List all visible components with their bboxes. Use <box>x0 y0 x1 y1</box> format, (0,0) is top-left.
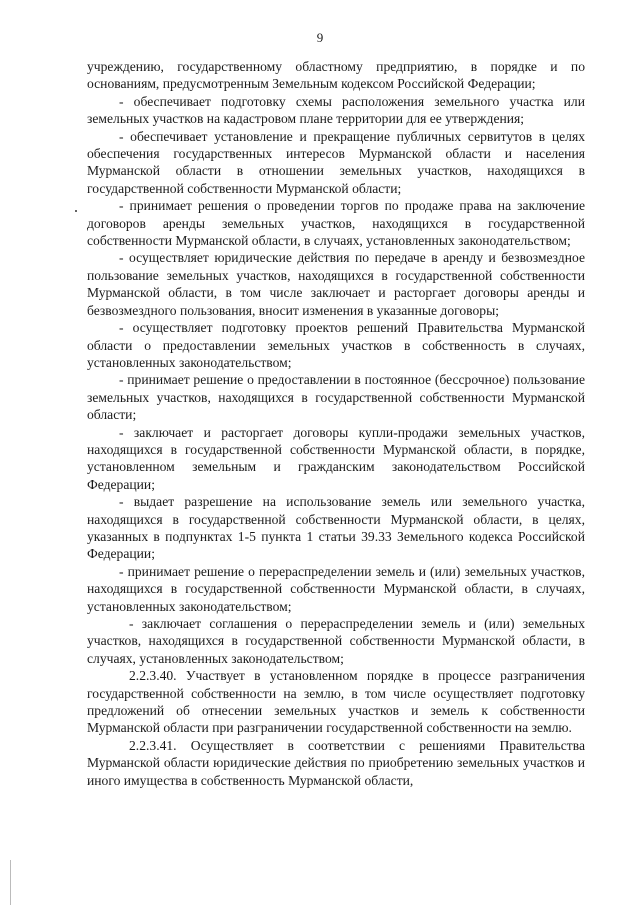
document-body <box>87 58 585 789</box>
paragraph: - обеспечивает подготовку схемы расположения земельного участка или земельных участков на кадастровом плане территории для ее утверждения; <box>87 93 585 127</box>
paragraph: - обеспечивает установление и прекращение публичных сервитутов в целях обеспечения государственных интересов Мурманской области и населения Мурманской области в отношении земельных участков, находящихся в государственной собственности Мурманской области; <box>87 128 585 196</box>
paragraph: - заключает соглашения о перераспределении земель и (или) земельных участков, находящихся в государственной собственности Мурманской области, в случаях, установленных законодательством; <box>87 616 585 666</box>
scan-speck <box>75 210 77 212</box>
scan-edge-line <box>10 860 11 905</box>
paragraph: - осуществляет подготовку проектов решений Правительства Мурманской области о предоставлении земельных участков в собственность в случаях, установленных законодательством; <box>87 320 585 370</box>
paragraph: - принимает решения о проведении торгов по продаже права на заключение договоров аренды земельных участков, находящихся в государственной собственности Мурманской области, в случаях, установленных законодательством; <box>87 198 585 249</box>
paragraph: - принимает решение о перераспределении земель и (или) земельных участков, находящихся в государственной собственности Мурманской области, в случаях, установленных законодательством; <box>87 563 585 614</box>
clause-2-2-3-41: 2.2.3.41. Осуществляет в соответствии с решениями Правительства Мурманской области юридические действия по приобретению земельных участков и иного имущества в собственность Мурманской области, <box>87 737 585 788</box>
clause-2-2-3-40: 2.2.3.40. Участвует в установленном порядке в процессе разграничения государственной собственности на землю, в том числе осуществляет подготовку предложений об отнесении земельных участков и земель к собственности Мурманской области при разграничении государственной собственности на землю. <box>87 668 585 736</box>
paragraph: - принимает решение о предоставлении в постоянное (бессрочное) пользование земельных участков, находящихся в государственной собственности Мурманской области; <box>87 372 585 423</box>
page-number: 9 <box>316 30 324 45</box>
paragraph: - выдает разрешение на использование земель или земельного участка, находящихся в государственной собственности Мурманской области, в целях, указанных в подпунктах 1-5 пункта 1 статьи 39.33 Земельного кодекса Российской Федерации; <box>87 494 585 562</box>
paragraph: учреждению, государственному областному предприятию, в порядке и по основаниям, предусмотренным Земельным кодексом Российской Федерации; <box>87 59 585 92</box>
paragraph: - осуществляет юридические действия по передаче в аренду и безвозмездное пользование земельных участков, находящихся в государственной собственности Мурманской области, в том числе заключает и расторгает договоры аренды и безвозмездного пользования, вносит изменения в указанные договоры; <box>87 250 585 318</box>
paragraph: - заключает и расторгает договоры купли-продажи земельных участков, находящихся в государственной собственности Мурманской области, в порядке, установленном земельным и гражданским законодательством Российской Федерации; <box>87 424 585 492</box>
